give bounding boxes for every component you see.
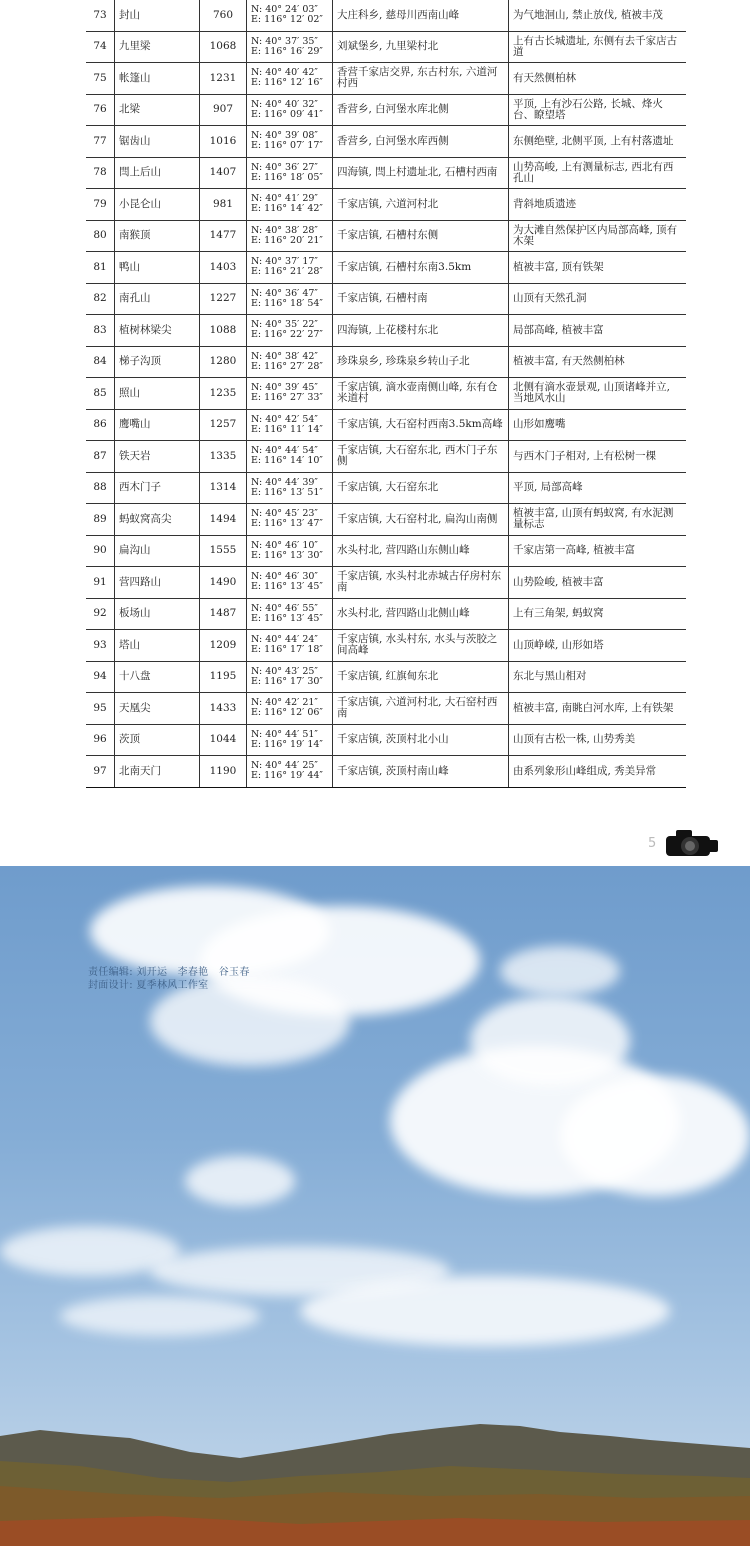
- peak-coordinates-cell: [247, 378, 333, 410]
- peak-name-cell: 十八盘: [115, 661, 200, 693]
- peak-number-cell: 84: [86, 346, 115, 378]
- table-row: [86, 189, 686, 221]
- peak-features-cell: 有天然侧柏林: [509, 63, 687, 95]
- mountain-landscape: [0, 1386, 750, 1546]
- peak-number-cell: 93: [86, 630, 115, 662]
- peak-name-cell: 南孔山: [115, 283, 200, 315]
- peak-location-cell: 千家店镇, 大石窑村北, 扁沟山南侧: [333, 504, 509, 536]
- peak-location-cell: 千家店镇, 水头村北赤城古仔房村东南: [333, 567, 509, 599]
- table-row: [86, 94, 686, 126]
- peak-elevation-cell: 1335: [200, 441, 247, 473]
- peak-name-cell: 茨顶: [115, 724, 200, 756]
- peak-coordinates-cell: [247, 724, 333, 756]
- table-row: [86, 409, 686, 441]
- latitude: N: 40° 42′ 21″: [251, 697, 318, 709]
- design-credit: 封面设计: 夏季林风工作室: [88, 980, 209, 991]
- table-row: [86, 567, 686, 599]
- peak-name-cell: 西木门子: [115, 472, 200, 504]
- latitude: N: 40° 24′ 03″: [251, 4, 318, 16]
- longitude: E: 116° 13′ 45″: [251, 612, 323, 624]
- peak-elevation-cell: 1555: [200, 535, 247, 567]
- peak-coordinates-cell: [247, 535, 333, 567]
- peak-features-cell: 山势高峻, 上有测量标志, 西北有西孔山: [509, 157, 687, 189]
- peak-coordinates-cell: [247, 756, 333, 788]
- longitude: E: 116° 27′ 33″: [251, 392, 323, 404]
- peak-coordinates-cell: [247, 409, 333, 441]
- latitude: N: 40° 43′ 25″: [251, 665, 318, 677]
- peak-location-cell: 香营乡, 白河堡水库西侧: [333, 126, 509, 158]
- latitude: N: 40° 35′ 22″: [251, 319, 318, 331]
- peak-features-cell: 山势险峻, 植被丰富: [509, 567, 687, 599]
- peak-features-cell: 为大滩自然保护区内局部高峰, 顶有木架: [509, 220, 687, 252]
- peak-elevation-cell: 1044: [200, 724, 247, 756]
- peak-features-cell: 东北与黑山相对: [509, 661, 687, 693]
- peak-location-cell: 水头村北, 营四路山东侧山峰: [333, 535, 509, 567]
- peak-coordinates-cell: [247, 598, 333, 630]
- peak-name-cell: 梯子沟顶: [115, 346, 200, 378]
- peak-location-cell: 水头村北, 营四路山北侧山峰: [333, 598, 509, 630]
- table-row: [86, 378, 686, 410]
- latitude: N: 40° 44′ 39″: [251, 476, 318, 488]
- peak-number-cell: 96: [86, 724, 115, 756]
- peak-location-cell: 千家店镇, 滴水壶南侧山峰, 东有仓米道村: [333, 378, 509, 410]
- peak-elevation-cell: 1314: [200, 472, 247, 504]
- table-row: [86, 693, 686, 725]
- peak-number-cell: 78: [86, 157, 115, 189]
- peak-number-cell: 89: [86, 504, 115, 536]
- peak-number-cell: 90: [86, 535, 115, 567]
- table-row: [86, 441, 686, 473]
- peak-number-cell: 80: [86, 220, 115, 252]
- latitude: N: 40° 40′ 42″: [251, 67, 318, 79]
- peak-features-cell: 与西木门子相对, 上有松树一棵: [509, 441, 687, 473]
- peak-coordinates-cell: [247, 31, 333, 63]
- latitude: N: 40° 44′ 54″: [251, 445, 318, 457]
- peak-location-cell: 珍珠泉乡, 珍珠泉乡转山子北: [333, 346, 509, 378]
- peak-name-cell: 铁天岩: [115, 441, 200, 473]
- peak-elevation-cell: 1231: [200, 63, 247, 95]
- peak-features-cell: 植被丰富, 有天然侧柏林: [509, 346, 687, 378]
- peaks-table-body: [86, 0, 686, 787]
- peak-location-cell: 千家店镇, 红旗甸东北: [333, 661, 509, 693]
- peak-number-cell: 85: [86, 378, 115, 410]
- longitude: E: 116° 22′ 27″: [251, 329, 323, 341]
- peak-location-cell: 千家店镇, 水头村东, 水头与茨胶之间高峰: [333, 630, 509, 662]
- peak-coordinates-cell: [247, 283, 333, 315]
- latitude: N: 40° 37′ 35″: [251, 35, 318, 47]
- longitude: E: 116° 19′ 14″: [251, 738, 323, 750]
- table-row: [86, 157, 686, 189]
- longitude: E: 116° 11′ 14″: [251, 423, 323, 435]
- latitude: N: 40° 38′ 28″: [251, 224, 318, 236]
- table-row: [86, 472, 686, 504]
- peak-coordinates-cell: [247, 252, 333, 284]
- peak-elevation-cell: 981: [200, 189, 247, 221]
- peak-elevation-cell: 907: [200, 94, 247, 126]
- peak-name-cell: 北南天门: [115, 756, 200, 788]
- peak-number-cell: 92: [86, 598, 115, 630]
- peak-number-cell: 73: [86, 0, 115, 31]
- peak-number-cell: 87: [86, 441, 115, 473]
- latitude: N: 40° 38′ 42″: [251, 350, 318, 362]
- latitude: N: 40° 44′ 25″: [251, 760, 318, 772]
- table-row: [86, 535, 686, 567]
- table-row: [86, 63, 686, 95]
- latitude: N: 40° 44′ 51″: [251, 728, 318, 740]
- peak-location-cell: 四海镇, 閆上村遗址北, 石槽村西南: [333, 157, 509, 189]
- peak-features-cell: 植被丰富, 南眺白河水库, 上有铁架: [509, 693, 687, 725]
- peak-location-cell: 刘斌堡乡, 九里梁村北: [333, 31, 509, 63]
- peak-location-cell: 千家店镇, 茨顶村南山峰: [333, 756, 509, 788]
- peak-features-cell: 山顶有天然孔洞: [509, 283, 687, 315]
- peak-name-cell: 照山: [115, 378, 200, 410]
- peak-number-cell: 91: [86, 567, 115, 599]
- longitude: E: 116° 13′ 47″: [251, 518, 323, 530]
- peak-number-cell: 95: [86, 693, 115, 725]
- peak-coordinates-cell: [247, 94, 333, 126]
- peak-features-cell: 山顶有古松一株, 山势秀美: [509, 724, 687, 756]
- table-row: [86, 315, 686, 347]
- peak-elevation-cell: 1494: [200, 504, 247, 536]
- peak-name-cell: 鹰嘴山: [115, 409, 200, 441]
- peak-features-cell: 由系列象形山峰组成, 秀美异常: [509, 756, 687, 788]
- peak-location-cell: 大庄科乡, 慈母川西南山峰: [333, 0, 509, 31]
- peak-number-cell: 75: [86, 63, 115, 95]
- peak-features-cell: 背斜地质遗迹: [509, 189, 687, 221]
- table-row: [86, 598, 686, 630]
- longitude: E: 116° 20′ 21″: [251, 234, 323, 246]
- peak-name-cell: 閆上后山: [115, 157, 200, 189]
- peak-elevation-cell: 1235: [200, 378, 247, 410]
- peak-name-cell: 塔山: [115, 630, 200, 662]
- peak-number-cell: 83: [86, 315, 115, 347]
- table-row: [86, 756, 686, 788]
- peak-elevation-cell: 1490: [200, 567, 247, 599]
- peak-name-cell: 帐篷山: [115, 63, 200, 95]
- editor-credit: 责任编辑: 刘开运 李春艳 谷玉春: [88, 967, 250, 978]
- table-row: [86, 504, 686, 536]
- table-row: [86, 283, 686, 315]
- peak-number-cell: 81: [86, 252, 115, 284]
- peak-coordinates-cell: [247, 504, 333, 536]
- peak-elevation-cell: 1403: [200, 252, 247, 284]
- longitude: E: 116° 17′ 30″: [251, 675, 323, 687]
- peak-location-cell: 千家店镇, 六道河村北: [333, 189, 509, 221]
- peak-location-cell: 千家店镇, 大石窑东北: [333, 472, 509, 504]
- longitude: E: 116° 13′ 45″: [251, 581, 323, 593]
- latitude: N: 40° 42′ 54″: [251, 413, 318, 425]
- peak-features-cell: 平顶, 局部高峰: [509, 472, 687, 504]
- peak-name-cell: 南猴顶: [115, 220, 200, 252]
- peak-elevation-cell: 1088: [200, 315, 247, 347]
- peak-coordinates-cell: [247, 567, 333, 599]
- peak-elevation-cell: 1195: [200, 661, 247, 693]
- peak-number-cell: 74: [86, 31, 115, 63]
- longitude: E: 116° 12′ 16″: [251, 77, 323, 89]
- peak-features-cell: 局部高峰, 植被丰富: [509, 315, 687, 347]
- table-row: [86, 31, 686, 63]
- peak-coordinates-cell: [247, 693, 333, 725]
- peak-number-cell: 77: [86, 126, 115, 158]
- peak-number-cell: 97: [86, 756, 115, 788]
- peak-location-cell: 千家店镇, 石槽村东侧: [333, 220, 509, 252]
- table-row: [86, 252, 686, 284]
- peak-name-cell: 板场山: [115, 598, 200, 630]
- peak-name-cell: 封山: [115, 0, 200, 31]
- table-row: [86, 0, 686, 31]
- peak-features-cell: 山顶峥嵘, 山形如塔: [509, 630, 687, 662]
- peak-name-cell: 锯齿山: [115, 126, 200, 158]
- peak-name-cell: 鸭山: [115, 252, 200, 284]
- latitude: N: 40° 46′ 10″: [251, 539, 318, 551]
- peak-location-cell: 千家店镇, 大石窑村西南3.5km高峰: [333, 409, 509, 441]
- peak-name-cell: 天凰尖: [115, 693, 200, 725]
- peak-number-cell: 88: [86, 472, 115, 504]
- peak-location-cell: 千家店镇, 大石窑东北, 西木门子东侧: [333, 441, 509, 473]
- longitude: E: 116° 09′ 41″: [251, 108, 323, 120]
- peak-elevation-cell: 1487: [200, 598, 247, 630]
- peak-name-cell: 扁沟山: [115, 535, 200, 567]
- peak-location-cell: 千家店镇, 石槽村南: [333, 283, 509, 315]
- longitude: E: 116° 18′ 54″: [251, 297, 323, 309]
- latitude: N: 40° 36′ 47″: [251, 287, 318, 299]
- peak-name-cell: 蚂蚁窝高尖: [115, 504, 200, 536]
- table-row: [86, 220, 686, 252]
- table-row: [86, 126, 686, 158]
- latitude: N: 40° 37′ 17″: [251, 256, 318, 268]
- peak-location-cell: 四海镇, 上花楼村东北: [333, 315, 509, 347]
- table-row: [86, 346, 686, 378]
- longitude: E: 116° 27′ 28″: [251, 360, 323, 372]
- peak-features-cell: 上有古长城遗址, 东侧有去千家店古道: [509, 31, 687, 63]
- peak-location-cell: 香营千家店交界, 东古村东, 六道河村西: [333, 63, 509, 95]
- peak-name-cell: 九里梁: [115, 31, 200, 63]
- longitude: E: 116° 13′ 51″: [251, 486, 323, 498]
- peak-elevation-cell: 1068: [200, 31, 247, 63]
- peak-coordinates-cell: [247, 441, 333, 473]
- peak-location-cell: 千家店镇, 石槽村东南3.5km: [333, 252, 509, 284]
- table-row: [86, 661, 686, 693]
- latitude: N: 40° 39′ 08″: [251, 130, 318, 142]
- peak-number-cell: 94: [86, 661, 115, 693]
- latitude: N: 40° 46′ 30″: [251, 571, 318, 583]
- peak-elevation-cell: 1209: [200, 630, 247, 662]
- peak-elevation-cell: 1280: [200, 346, 247, 378]
- longitude: E: 116° 12′ 02″: [251, 14, 323, 26]
- longitude: E: 116° 19′ 44″: [251, 770, 323, 782]
- table-row: [86, 630, 686, 662]
- peak-number-cell: 76: [86, 94, 115, 126]
- peak-name-cell: 植树林梁尖: [115, 315, 200, 347]
- latitude: N: 40° 41′ 29″: [251, 193, 318, 205]
- peak-name-cell: 北梁: [115, 94, 200, 126]
- peak-elevation-cell: 1190: [200, 756, 247, 788]
- peak-features-cell: 山形如鹰嘴: [509, 409, 687, 441]
- longitude: E: 116° 17′ 18″: [251, 644, 323, 656]
- peak-elevation-cell: 1257: [200, 409, 247, 441]
- peak-coordinates-cell: [247, 157, 333, 189]
- latitude: N: 40° 46′ 55″: [251, 602, 318, 614]
- peak-coordinates-cell: [247, 315, 333, 347]
- peak-number-cell: 79: [86, 189, 115, 221]
- peak-elevation-cell: 1016: [200, 126, 247, 158]
- peak-location-cell: 千家店镇, 六道河村北, 大石窑村西南: [333, 693, 509, 725]
- peak-coordinates-cell: [247, 189, 333, 221]
- longitude: E: 116° 18′ 05″: [251, 171, 323, 183]
- peak-elevation-cell: 1407: [200, 157, 247, 189]
- longitude: E: 116° 12′ 06″: [251, 707, 323, 719]
- peak-features-cell: 为气地洄山, 禁止放伐, 植被丰茂: [509, 0, 687, 31]
- latitude: N: 40° 36′ 27″: [251, 161, 318, 173]
- peak-features-cell: 北侧有滴水壶景观, 山顶诸峰并立, 当地风水山: [509, 378, 687, 410]
- latitude: N: 40° 45′ 23″: [251, 508, 318, 520]
- longitude: E: 116° 14′ 42″: [251, 203, 323, 215]
- peak-features-cell: 上有三角架, 蚂蚁窝: [509, 598, 687, 630]
- peak-coordinates-cell: [247, 661, 333, 693]
- peaks-table: [86, 0, 686, 788]
- peak-features-cell: 东侧绝壁, 北侧平顶, 上有村落遗址: [509, 126, 687, 158]
- peak-coordinates-cell: [247, 63, 333, 95]
- peak-location-cell: 香营乡, 白河堡水库北侧: [333, 94, 509, 126]
- longitude: E: 116° 16′ 29″: [251, 45, 323, 57]
- table-row: [86, 724, 686, 756]
- peak-coordinates-cell: [247, 126, 333, 158]
- peak-coordinates-cell: [247, 630, 333, 662]
- peak-features-cell: 千家店第一高峰, 植被丰富: [509, 535, 687, 567]
- latitude: N: 40° 39′ 45″: [251, 382, 318, 394]
- peak-elevation-cell: 760: [200, 0, 247, 31]
- peak-features-cell: 植被丰富, 顶有铁架: [509, 252, 687, 284]
- peak-coordinates-cell: [247, 0, 333, 31]
- peak-coordinates-cell: [247, 346, 333, 378]
- peak-number-cell: 86: [86, 409, 115, 441]
- peak-location-cell: 千家店镇, 茨顶村北小山: [333, 724, 509, 756]
- peak-name-cell: 小昆仑山: [115, 189, 200, 221]
- latitude: N: 40° 40′ 32″: [251, 98, 318, 110]
- peak-coordinates-cell: [247, 220, 333, 252]
- cover-credits: [88, 966, 250, 992]
- latitude: N: 40° 44′ 24″: [251, 634, 318, 646]
- longitude: E: 116° 14′ 10″: [251, 455, 323, 467]
- page-number: 5: [648, 836, 657, 851]
- peak-coordinates-cell: [247, 472, 333, 504]
- peak-elevation-cell: 1477: [200, 220, 247, 252]
- longitude: E: 116° 13′ 30″: [251, 549, 323, 561]
- longitude: E: 116° 21′ 28″: [251, 266, 323, 278]
- peak-features-cell: 植被丰富, 山顶有蚂蚁窝, 有水泥测量标志: [509, 504, 687, 536]
- peak-elevation-cell: 1433: [200, 693, 247, 725]
- peak-number-cell: 82: [86, 283, 115, 315]
- peak-elevation-cell: 1227: [200, 283, 247, 315]
- camera-icon: [664, 826, 720, 862]
- peak-features-cell: 平顶, 上有沙石公路, 长城、烽火台、瞭望塔: [509, 94, 687, 126]
- peak-name-cell: 营四路山: [115, 567, 200, 599]
- longitude: E: 116° 07′ 17″: [251, 140, 323, 152]
